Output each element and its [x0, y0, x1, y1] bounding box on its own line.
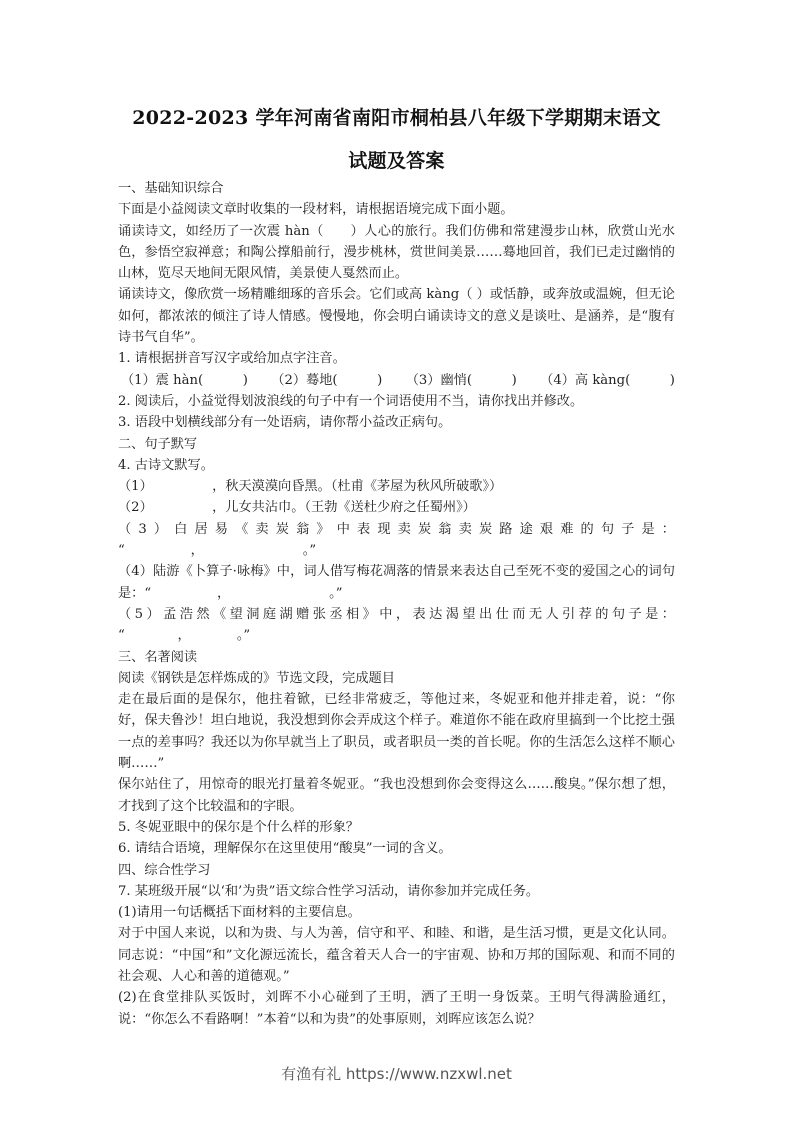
question-4-item-2: （2） ，儿女共沾巾。（王勃《送杜少府之任蜀州》） — [118, 500, 476, 516]
question-6: 6. 请结合语境，理解保尔在这里使用“酸臭”一词的含义。 — [118, 841, 452, 857]
question-1: 1. 请根据拼音写汉字或给加点字注音。 — [118, 351, 346, 367]
section1-paragraph-1: 诵读诗文，如经历了一次震 hàn（ ）人心的旅行。我们仿佛和常建漫步山林，欣赏山光水色，参悟空寂禅意；和陶公撑船前行，漫步桃林，赏世间美景……蓦地回首，我们已走过幽悄的山林，览尽天地间无限风情，美景使人戛然而止。 — [118, 223, 675, 282]
section1-heading: 一、基础知识综合 — [118, 181, 224, 196]
question-1-item-2: （2）蓦地( ) — [271, 372, 383, 388]
question-7-sub-2: (2)在食堂排队买饭时，刘晖不小心碰到了王明，洒了王明一身饭菜。王明气得满脸通红，说：“你怎么不看路啊！”本着“以和为贵”的处事原则，刘晖应该怎么说？ — [118, 990, 675, 1027]
section1-paragraph-2: 诵读诗文，像欣赏一场精雕细琢的音乐会。它们或高 kàng（ ）或恬静，或奔放或温婉，但无论如何，都浓浓的倾注了诗人情感。慢慢地，你会明白诵读诗文的意义是谈吐、是涵养，是“腹有诗书气自华”。 — [118, 287, 675, 346]
footer-watermark: 有渔有礼 https://www.nzxwl.net — [281, 1065, 512, 1083]
question-7: 7. 某班级开展“以‘和’为贵”语文综合性学习活动，请你参加并完成任务。 — [118, 883, 540, 899]
section1-intro: 下面是小益阅读文章时收集的一段材料，请根据语境完成下面小题。 — [118, 202, 514, 218]
question-4-item-1: （1） ，秋天漠漠向昏黑。（杜甫《茅屋为秋风所破歌》） — [118, 479, 503, 495]
question-3: 3. 语段中划横线部分有一处语病，请你帮小益改正病句。 — [118, 415, 452, 431]
section3-intro: 阅读《钢铁是怎样炼成的》节选文段，完成题目 — [118, 670, 395, 686]
question-4-item-4: （4）陆游《卜算子·咏梅》中，词人借写梅花凋落的情景来表达自己至死不变的爱国之心的词句是：“ ， 。” — [118, 564, 675, 601]
document-title-line1: 2022-2023 学年河南省南阳市桐柏县八年级下学期期末语文 — [132, 107, 661, 129]
question-1-item-4: （4）高 kàng( ) — [540, 372, 675, 388]
question-1-item-1: （1）震 hàn( ) — [121, 372, 248, 388]
document-title-line2: 试题及答案 — [348, 150, 445, 172]
question-7-material: 对于中国人来说，以和为贵、与人为善，信守和平、和睦、和谐，是生活习惯，更是文化认同。同志说：“中国“和”文化源远流长，蕴含着天人合一的宇宙观、协和万邦的国际观、和而不同的社会观、人心和善的道德观。” — [118, 926, 675, 984]
question-1-item-3: （3）幽悄( ) — [405, 372, 517, 388]
question-1-items — [118, 370, 675, 391]
document-body — [118, 178, 675, 1030]
question-2: 2. 阅读后，小益觉得划波浪线的句子中有一个词语使用不当，请你找出并修改。 — [118, 393, 584, 409]
question-4-item-5: （5）孟浩然《望洞庭湖赠张丞相》中，表达渴望出仕而无人引荐的句子是： — [118, 606, 675, 622]
section3-paragraph-2: 保尔站住了，用惊奇的眼光打量着冬妮亚。“我也没想到你会变得这么……酸臭。”保尔想了想，才找到了这个比较温和的字眼。 — [118, 777, 675, 814]
section3-paragraph-1: 走在最后面的是保尔，他拄着锨，已经非常疲乏，等他过来，冬妮亚和他并排走着，说：“你好，保夫鲁沙！坦白地说，我没想到你会弄成这个样子。难道你不能在政府里搞到一个比挖土强一点的差事吗？我还以为你早就当上了职员，或者职员一类的首长呢。你的生活怎么这样不顺心啊……” — [118, 692, 675, 772]
question-4: 4. 古诗文默写。 — [118, 457, 214, 473]
section3-heading: 三、名著阅读 — [118, 649, 198, 665]
question-4-item-3: （3）白居易《卖炭翁》中表现卖炭翁卖炭路途艰难的句子是： — [118, 521, 675, 537]
question-7-sub-1: (1)请用一句话概括下面材料的主要信息。 — [118, 905, 361, 921]
question-4-item-5-blank: “ ， 。” — [118, 628, 251, 644]
section2-heading: 二、句子默写 — [118, 436, 198, 452]
question-4-item-3-blank: “ ， 。” — [118, 543, 317, 559]
section4-heading: 四、综合性学习 — [118, 862, 211, 878]
question-5: 5. 冬妮亚眼中的保尔是个什么样的形象？ — [118, 819, 359, 835]
